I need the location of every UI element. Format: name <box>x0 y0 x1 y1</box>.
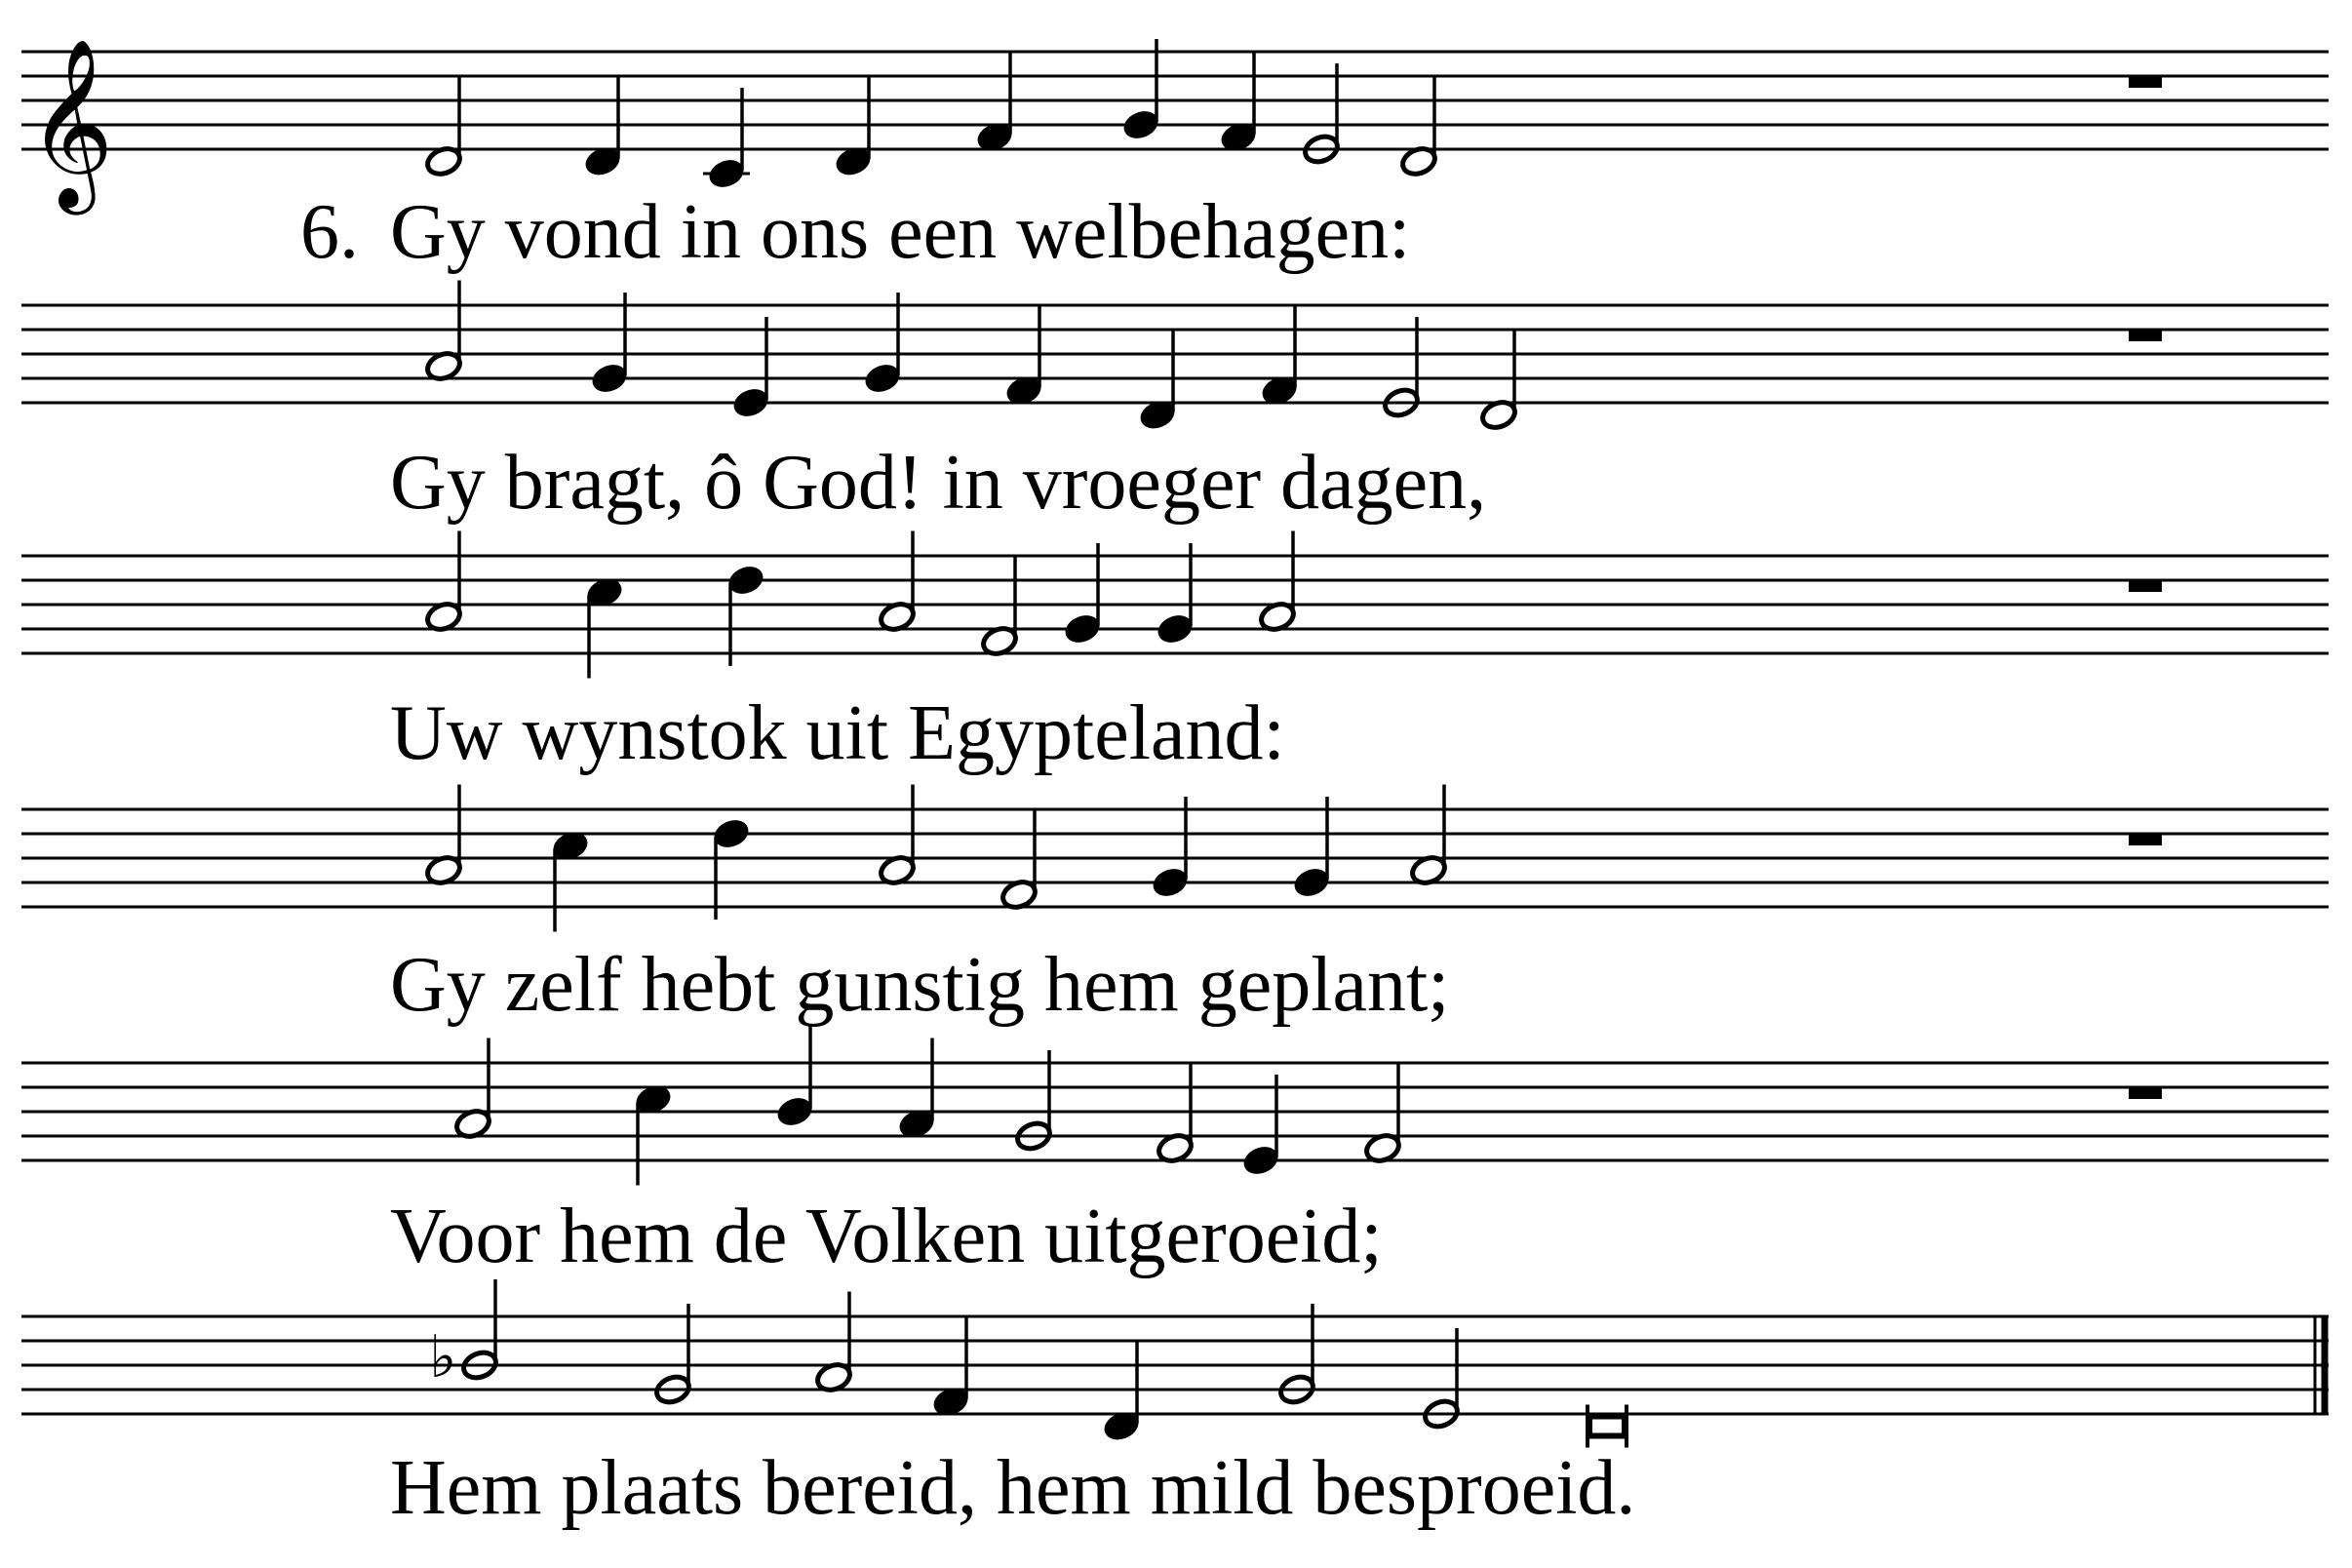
half-rest-icon <box>2129 579 2162 592</box>
quarter-notehead <box>707 157 747 191</box>
note <box>590 293 630 395</box>
verse-number: 6. <box>300 189 359 275</box>
note <box>429 1279 499 1392</box>
note <box>1063 543 1103 646</box>
note <box>585 575 625 678</box>
note <box>703 88 750 190</box>
note <box>1409 785 1449 887</box>
note <box>975 52 1015 154</box>
note <box>1260 305 1300 408</box>
breve-notehead <box>1589 1417 1625 1436</box>
note <box>878 785 918 887</box>
note <box>1156 543 1196 646</box>
quarter-notehead <box>1241 1144 1281 1178</box>
note <box>980 556 1020 658</box>
quarter-notehead <box>863 362 903 396</box>
quarter-notehead <box>1151 866 1191 900</box>
lyric-line: Uw wynstok uit Egypteland: <box>390 690 1285 776</box>
note <box>897 1039 937 1141</box>
staff <box>21 531 2329 679</box>
note <box>814 1292 854 1394</box>
staff <box>21 281 2329 432</box>
note <box>1258 531 1298 634</box>
note <box>551 829 591 931</box>
half-rest-icon <box>2129 1086 2162 1099</box>
note <box>1302 63 1342 166</box>
lyric-line: Voor hem de Volken uitgeroeid; <box>390 1194 1383 1279</box>
flat-icon: ♭ <box>429 1323 457 1392</box>
treble-clef-icon: 𝄞 <box>27 38 114 208</box>
half-rest-icon <box>2129 329 2162 341</box>
note <box>1000 809 1039 912</box>
note <box>1292 797 1332 899</box>
note <box>424 281 464 383</box>
lyric-line: Gy zelf hebt gunstig hem geplant; <box>390 942 1450 1028</box>
note <box>834 76 874 178</box>
lyric-line: Hem plaats bereid, hem mild besproeid. <box>390 1445 1636 1531</box>
note <box>424 785 464 887</box>
note <box>1121 39 1161 141</box>
note <box>1363 1063 1403 1165</box>
note <box>583 76 623 178</box>
note <box>1422 1328 1462 1431</box>
staff <box>21 785 2329 932</box>
note <box>1479 330 1519 432</box>
note <box>653 1304 693 1406</box>
note <box>424 531 464 634</box>
note <box>712 817 752 920</box>
staff <box>21 1279 2329 1448</box>
note <box>931 1316 971 1419</box>
quarter-notehead <box>712 817 752 851</box>
note <box>424 76 464 178</box>
note <box>1156 1063 1196 1165</box>
note <box>1399 76 1439 178</box>
quarter-notehead <box>590 362 630 396</box>
note <box>1277 1304 1317 1406</box>
lyric-line: Gy bragt, ô God! in vroeger dagen, <box>390 440 1487 526</box>
quarter-notehead <box>1121 108 1161 142</box>
note <box>863 293 903 395</box>
note <box>726 564 766 666</box>
note <box>1102 1341 1142 1443</box>
note <box>1219 52 1259 154</box>
staff <box>21 1026 2329 1186</box>
quarter-notehead <box>1063 612 1103 647</box>
note <box>1014 1050 1054 1153</box>
half-rest-icon <box>2129 833 2162 845</box>
half-rest-icon <box>2129 75 2162 88</box>
note <box>453 1039 493 1141</box>
quarter-notehead <box>731 386 771 420</box>
note <box>878 531 918 634</box>
quarter-notehead <box>775 1095 815 1129</box>
note <box>731 317 771 419</box>
note <box>1588 1405 1627 1448</box>
note <box>634 1082 674 1185</box>
quarter-notehead <box>1156 612 1196 647</box>
note <box>1382 317 1422 419</box>
note <box>1151 797 1191 899</box>
staff <box>21 39 2329 190</box>
quarter-notehead <box>1292 866 1332 900</box>
note <box>775 1026 815 1128</box>
lyric-line: Gy vond in ons een welbehagen: <box>390 189 1411 275</box>
note <box>1241 1075 1281 1177</box>
quarter-notehead <box>726 564 766 598</box>
note <box>1138 330 1178 432</box>
note <box>1004 305 1044 408</box>
